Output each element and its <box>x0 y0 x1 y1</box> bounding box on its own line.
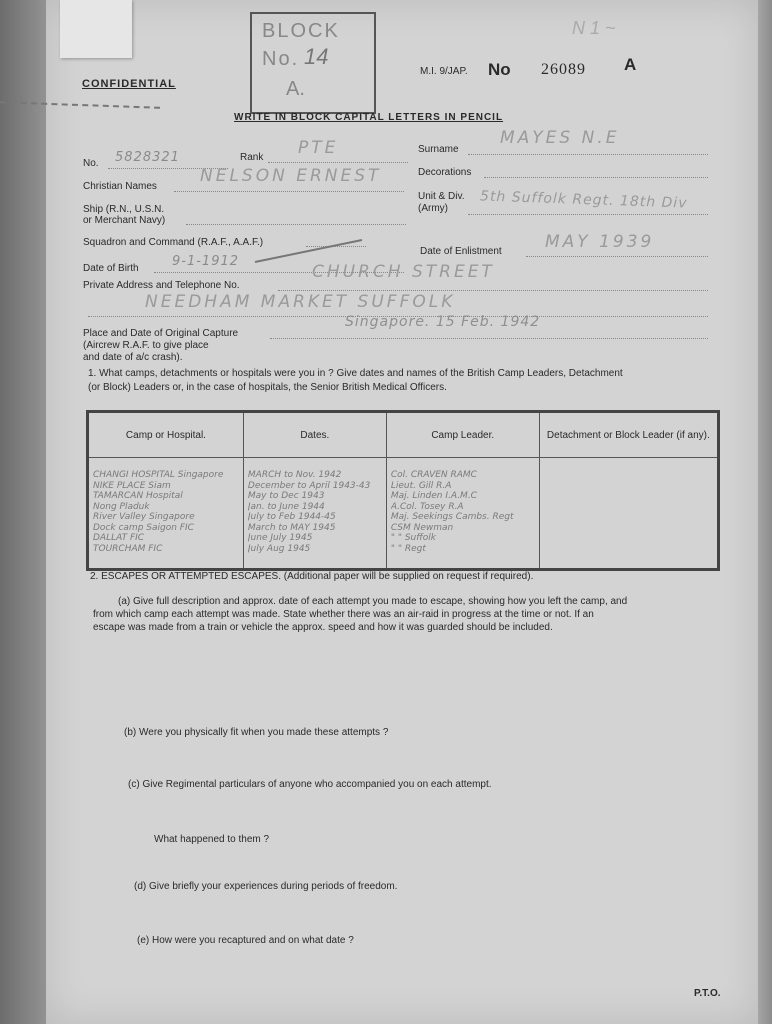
question-b: (b) Were you physically fit when you made these attempts ? <box>124 727 389 738</box>
list-item: December to April 1943-43 <box>247 480 371 491</box>
question-d: (d) Give briefly your experiences during periods of freedom. <box>134 881 398 892</box>
detachment-column <box>539 458 718 570</box>
list-item: A.Col. Tosey R.A <box>390 501 464 512</box>
list-item: NIKE PLACE Siam <box>93 480 171 491</box>
enlistment-label: Date of Enlistment <box>420 246 502 257</box>
camps-table <box>86 410 720 571</box>
block-stamp <box>250 12 376 114</box>
corner-scribble: N 1 ~ <box>572 18 616 38</box>
list-item: " " Regt <box>390 543 426 554</box>
unit-label: Unit & Div. <box>418 191 465 202</box>
unit-label-army: (Army) <box>418 203 448 214</box>
serial-suffix: A <box>624 55 637 74</box>
ship-label: Ship (R.N., U.S.N. <box>83 204 165 215</box>
address-value-line1: CHURCH STREET <box>312 262 495 282</box>
enlistment-value: MAY 1939 <box>545 232 655 252</box>
squadron-label: Squadron and Command (R.A.F., A.A.F.) <box>83 237 264 248</box>
question-a-cont2: escape was made from a train or vehicle the approx. speed and how it was guarded should be included. <box>93 622 553 633</box>
mi-reference: M.I. 9/JAP. <box>420 66 468 77</box>
list-item: TAMARCAN Hospital <box>93 491 183 501</box>
dates-column <box>243 458 386 570</box>
list-item: River Valley Singapore <box>93 512 195 522</box>
capture-value: Singapore. 15 Feb. 1942 <box>345 314 541 330</box>
surname-value: MAYES N.E <box>500 128 620 148</box>
question-c-followup: What happened to them ? <box>154 834 270 845</box>
block-stamp-number: 14 <box>304 44 329 69</box>
question-a-cont1: from which camp each attempt was made. State whether there was an air-raid in progress at the time or not. If an <box>93 609 594 620</box>
no-value: 5828321 <box>115 150 180 165</box>
list-item: CHANGI HOSPITAL Singapore <box>93 470 224 480</box>
list-item: Nong Pladuk <box>93 501 150 512</box>
rank-label: Rank <box>240 152 264 163</box>
capture-label-aircrew: (Aircrew R.A.F. to give place <box>83 340 209 351</box>
block-stamp-letter: A. <box>286 78 305 100</box>
list-item: March to MAY 1945 <box>247 522 336 533</box>
list-item: May to Dec 1943 <box>247 491 325 501</box>
list-item: Col. CRAVEN RAMC <box>390 470 477 480</box>
capture-label: Place and Date of Original Capture <box>83 328 239 339</box>
no-label: No. <box>83 158 99 169</box>
list-item: July to Feb 1944-45 <box>247 512 336 522</box>
list-item: MARCH to Nov. 1942 <box>247 470 342 480</box>
block-stamp-no: No. <box>262 48 300 70</box>
header-camp-leader: Camp Leader. <box>386 412 539 458</box>
number-symbol: No <box>488 60 511 79</box>
dob-label: Date of Birth <box>83 263 139 274</box>
pto-label: P.T.O. <box>694 988 721 999</box>
list-item: Jan. to June 1944 <box>247 501 325 512</box>
question-c: (c) Give Regimental particulars of anyone who accompanied you on each attempt. <box>128 779 492 790</box>
capture-label-crash: and date of a/c crash). <box>83 352 183 363</box>
list-item: CSM Newman <box>390 522 454 533</box>
block-stamp-title: BLOCK <box>262 20 340 42</box>
ship-label-navy: or Merchant Navy) <box>83 215 166 226</box>
header-camp: Camp or Hospital. <box>88 412 244 458</box>
question-e: (e) How were you recaptured and on what date ? <box>137 935 354 946</box>
list-item: Dock camp Saigon FIC <box>93 522 194 533</box>
rank-value: PTE <box>298 138 339 158</box>
list-item: " " Suffolk <box>390 533 436 543</box>
surname-label: Surname <box>418 144 459 155</box>
leaders-column <box>386 458 539 570</box>
christian-names-label: Christian Names <box>83 181 157 192</box>
list-item: Maj. Seekings Cambs. Regt <box>390 512 514 522</box>
section2-title: 2. ESCAPES OR ATTEMPTED ESCAPES. (Additional paper will be supplied on request if required). <box>90 571 534 582</box>
question-a: (a) Give full description and approx. date of each attempt you made to escape, showing how you left the camp, and <box>118 596 628 607</box>
section1-question-cont: (or Block) Leaders or, in the case of hospitals, the Senior British Medical Officers. <box>88 382 447 393</box>
address-label: Private Address and Telephone No. <box>83 280 240 291</box>
christian-names-value: NELSON ERNEST <box>200 166 382 186</box>
header-dates: Dates. <box>243 412 386 458</box>
serial-number: 26089 <box>541 61 586 78</box>
header-detachment-leader: Detachment or Block Leader (if any). <box>539 412 718 458</box>
section1-question: 1. What camps, detachments or hospitals were you in ? Give dates and names of the British Camp Leaders, Detachment <box>88 368 623 379</box>
unit-value: 5th Suffolk Regt. 18th Div <box>479 188 688 212</box>
list-item: Maj. Linden I.A.M.C <box>390 491 477 501</box>
camps-column <box>88 458 244 570</box>
list-item: June July 1945 <box>247 533 313 543</box>
paper-tab <box>60 0 132 58</box>
instruction-heading: WRITE IN BLOCK CAPITAL LETTERS IN PENCIL <box>234 112 504 123</box>
confidential-label: CONFIDENTIAL <box>82 78 176 90</box>
address-value-line2: NEEDHAM MARKET SUFFOLK <box>145 292 456 312</box>
dob-value: 9-1-1912 <box>172 254 240 269</box>
list-item: July Aug 1945 <box>247 543 311 554</box>
list-item: DALLAT FIC <box>93 533 145 543</box>
list-item: TOURCHAM FIC <box>93 543 163 554</box>
list-item: Lieut. Gill R.A <box>390 480 452 491</box>
decorations-label: Decorations <box>418 167 472 178</box>
